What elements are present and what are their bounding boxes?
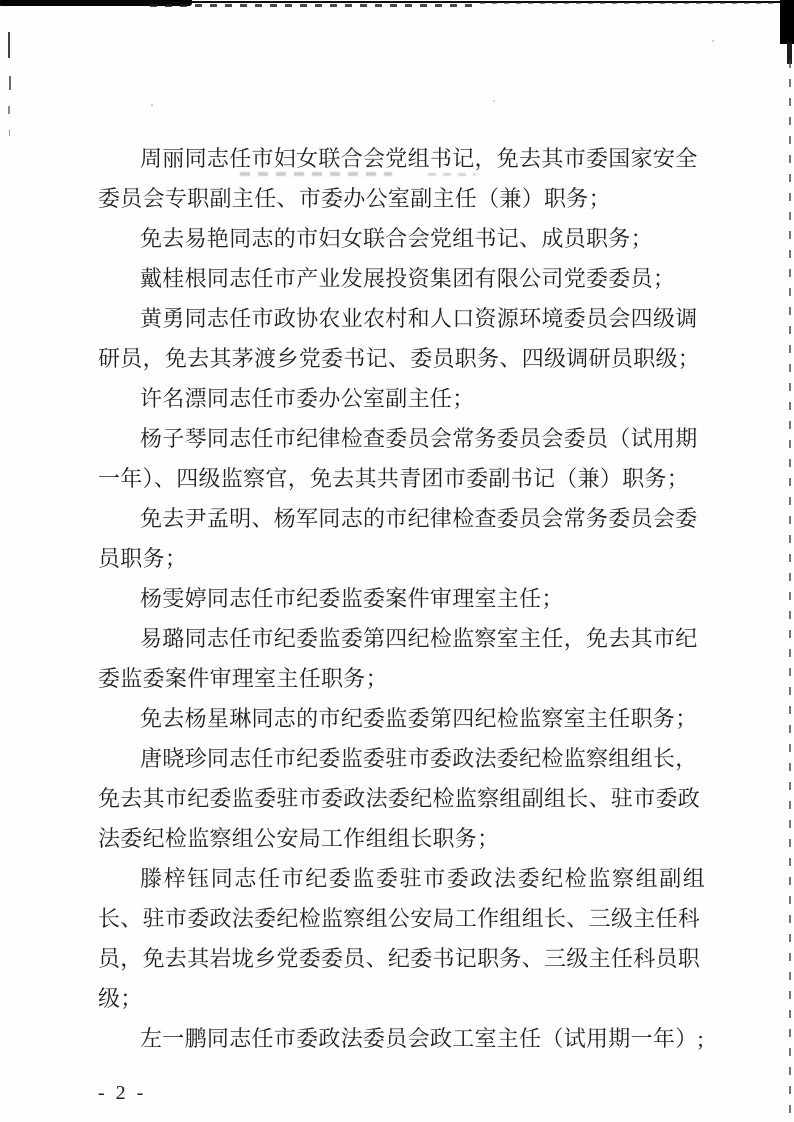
text-line: 委监委案件审理室主任职务；: [98, 666, 388, 691]
scan-artifact-left-edge-mark: [9, 130, 10, 136]
appointment-paragraph: [98, 859, 710, 1019]
text-line: 免去其市纪委监委驻市委政法委纪检监察组副组长、驻市委政: [98, 786, 701, 811]
scan-artifact-dot: [712, 40, 714, 42]
text-line: 左一鹏同志任市委政法委员会政工室主任（试用期一年）;: [140, 1026, 704, 1051]
text-line: 一年）、四级监察官，免去其共青团市委副书记（兼）职务；: [98, 466, 690, 491]
appointment-paragraph: [98, 499, 710, 579]
appointment-paragraph: [98, 219, 710, 259]
page-number: - 2 -: [98, 1082, 147, 1104]
text-line: 唐晓珍同志任市纪委监委驻市委政法委纪检监察组组长，: [140, 746, 698, 771]
appointment-paragraph: [98, 579, 710, 619]
appointment-paragraph: [98, 1019, 710, 1059]
scan-artifact-right-edge-line: [789, 60, 791, 1122]
text-line: 法委纪检监察组公安局工作组组长职务；: [98, 826, 500, 851]
appointment-paragraph: [98, 699, 710, 739]
scan-artifact-left-edge-mark: [8, 32, 10, 58]
appointment-paragraph: [98, 619, 710, 699]
text-line: 杨子琴同志任市纪律检查委员会常务委员会委员（试用期: [140, 426, 698, 451]
scan-artifact-dot: [493, 100, 495, 102]
scan-artifact-dot: [151, 104, 153, 106]
scan-artifact-top-speckle: [150, 4, 480, 7]
text-line: 员职务；: [98, 546, 188, 571]
text-line: 委员会专职副主任、市委办公室副主任（兼）职务；: [98, 186, 611, 211]
scan-artifact-corner-bar: [780, 0, 794, 44]
text-line: 黄勇同志任市政协农业农村和人口资源环境委员会四级调: [140, 306, 698, 331]
appointment-paragraph: [98, 419, 710, 499]
appointment-paragraph: [98, 259, 710, 299]
scan-artifact-left-edge-mark: [9, 76, 11, 90]
text-line: 级；: [98, 986, 143, 1011]
appointment-paragraph: [98, 739, 710, 859]
text-line: 免去易艳同志的市妇女联合会党组书记、成员职务；: [140, 226, 653, 251]
text-line: 免去杨星琳同志的市纪委监委第四纪检监察室主任职务；: [140, 706, 698, 731]
appointment-paragraph: [98, 139, 710, 219]
text-line: 许名漂同志任市委办公室副主任；: [140, 386, 475, 411]
scan-artifact-top-speckle: [480, 2, 794, 4]
scan-artifact-left-edge-mark: [8, 106, 10, 114]
text-line: 戴桂根同志任市产业发展投资集团有限公司党委委员；: [140, 266, 676, 291]
text-line: 杨雯婷同志任市纪委监委案件审理室主任；: [140, 586, 564, 611]
appointment-paragraph: [98, 299, 710, 379]
text-line: 长、驻市委政法委纪检监察组公安局工作组组长、三级主任科: [98, 906, 701, 931]
document-body-text: [98, 139, 710, 1059]
text-line: 易璐同志任市纪委监委第四纪检监察室主任，免去其市纪: [140, 626, 698, 651]
text-line: 滕梓钰同志任市纪委监委驻市委政法委纪检监察组副组: [140, 866, 707, 891]
text-line: 员，免去其岩垅乡党委委员、纪委书记职务、三级主任科员职: [98, 946, 701, 971]
text-line: 研员，免去其茅渡乡党委书记、委员职务、四级调研员职级；: [98, 346, 701, 371]
text-line: 周丽同志任市妇女联合会党组书记，免去其市委国家安全: [140, 146, 698, 171]
appointment-paragraph: [98, 379, 710, 419]
text-line: 免去尹孟明、杨军同志的市纪律检查委员会常务委员会委: [140, 506, 698, 531]
